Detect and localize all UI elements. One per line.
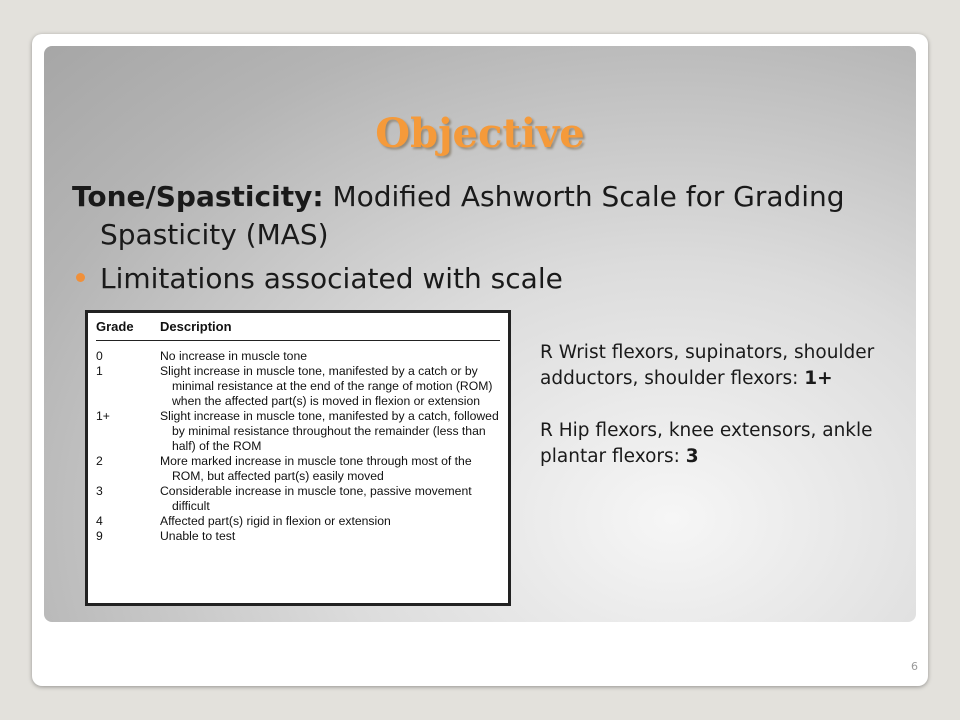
table-row [96, 529, 500, 544]
bullet-item [72, 260, 872, 298]
header-grade: Grade [96, 319, 134, 334]
row-description: More marked increase in muscle tone through most of the ROM, but affected part(s) easily moved [160, 454, 472, 483]
tone-paragraph [72, 178, 872, 254]
assessment-notes [540, 340, 900, 470]
note-lower-extremity [540, 418, 900, 470]
tone-description: Modified Ashworth Scale for Grading Spasticity (MAS) [100, 180, 845, 251]
header-description: Description [160, 319, 232, 334]
note-text: R Hip flexors, knee extensors, ankle plantar flexors: [540, 420, 873, 467]
row-grade: 9 [96, 529, 103, 543]
bullet-dot-icon [76, 273, 85, 282]
mas-table-header [96, 319, 500, 341]
note-upper-extremity [540, 340, 900, 392]
note-grade: 1+ [804, 368, 833, 389]
mas-table [85, 310, 511, 606]
row-grade: 3 [96, 484, 103, 498]
row-grade: 0 [96, 349, 103, 363]
row-description: Slight increase in muscle tone, manifested by a catch or by minimal resistance at the end of the range of motion (ROM) when the affected part(s) is moved in flexion or extension [160, 364, 493, 408]
row-grade: 1 [96, 364, 103, 378]
row-description: Unable to test [160, 529, 236, 543]
table-row [96, 349, 500, 364]
table-row [96, 454, 500, 484]
note-text: R Wrist flexors, supinators, shoulder adductors, shoulder flexors: [540, 342, 875, 389]
tone-label: Tone/Spasticity: [72, 180, 324, 213]
slide-body [72, 178, 872, 298]
row-description: Slight increase in muscle tone, manifested by a catch, followed by minimal resistance throughout the remainder (less than half) of the ROM [160, 409, 499, 453]
table-row [96, 514, 500, 529]
bullet-text: Limitations associated with scale [100, 262, 563, 295]
page-number: 6 [911, 660, 918, 673]
note-grade: 3 [685, 446, 699, 467]
table-row [96, 409, 500, 454]
table-row [96, 484, 500, 514]
row-description: Affected part(s) rigid in flexion or extension [160, 514, 391, 528]
row-description: Considerable increase in muscle tone, passive movement difficult [160, 484, 472, 513]
row-grade: 1+ [96, 409, 110, 423]
row-grade: 2 [96, 454, 103, 468]
slide-title: Objective [375, 110, 585, 157]
row-description: No increase in muscle tone [160, 349, 307, 363]
table-row [96, 364, 500, 409]
row-grade: 4 [96, 514, 103, 528]
